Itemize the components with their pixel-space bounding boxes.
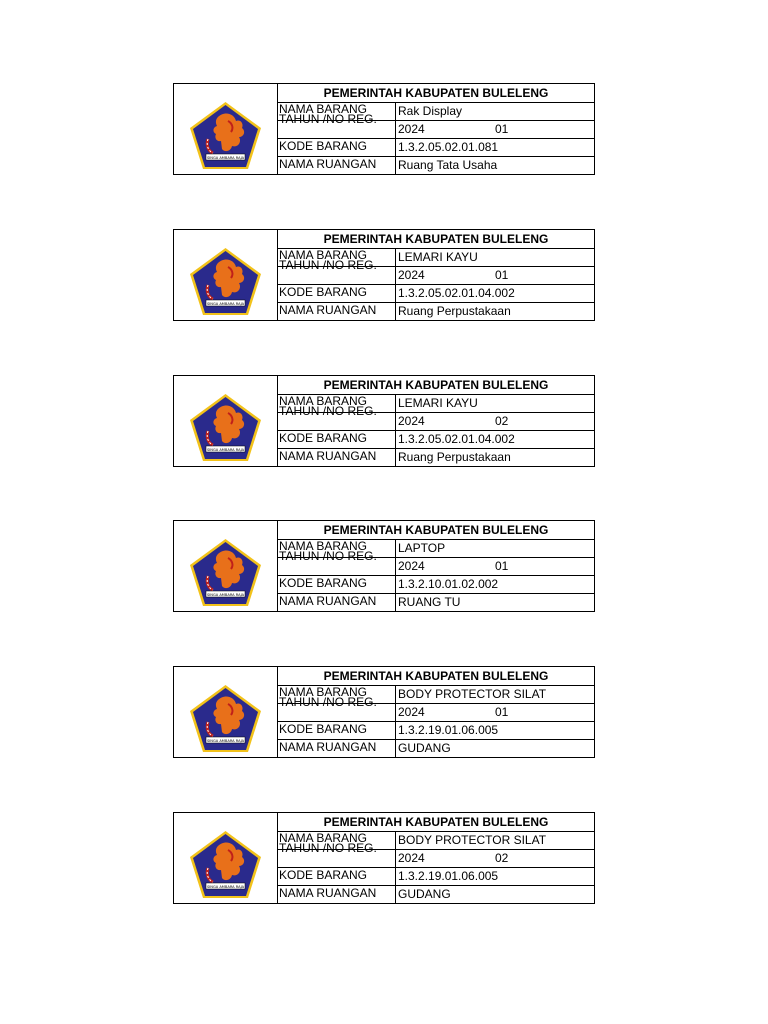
value-tahun: 2024 bbox=[398, 414, 425, 428]
key-nama-barang: NAMA BARANG bbox=[279, 394, 368, 408]
key-tahun-no-reg: TAHUN /NO REG. bbox=[279, 112, 377, 126]
row-nama-ruangan bbox=[278, 594, 594, 611]
value-nama-ruangan: Ruang Tata Usaha bbox=[398, 158, 498, 172]
value-no-reg: 02 bbox=[495, 414, 509, 428]
row-tahun-no-reg bbox=[278, 558, 594, 576]
key-nama-barang: NAMA BARANG bbox=[279, 831, 368, 845]
key-tahun-no-reg: TAHUN /NO REG. bbox=[279, 404, 377, 418]
value-tahun: 2024 bbox=[398, 705, 425, 719]
value-kode-barang: 1.3.2.05.02.01.081 bbox=[398, 140, 499, 154]
row-nama-barang bbox=[278, 539, 594, 563]
value-kode-barang: 1.3.2.10.01.02.002 bbox=[398, 577, 499, 591]
asset-label-4 bbox=[173, 520, 595, 612]
label-header: PEMERINTAH KABUPATEN BULELENG bbox=[278, 230, 594, 249]
value-nama-ruangan: GUDANG bbox=[398, 887, 451, 901]
row-kode-barang bbox=[278, 285, 594, 303]
logo-cell bbox=[174, 521, 278, 611]
crest-banner-text: SINGA AMBARA RAJA bbox=[206, 447, 245, 452]
value-tahun: 2024 bbox=[398, 559, 425, 573]
key-nama-barang: NAMA BARANG bbox=[279, 248, 368, 262]
row-nama-ruangan bbox=[278, 303, 594, 320]
key-nama-barang: NAMA BARANG bbox=[279, 102, 368, 116]
value-no-reg: 02 bbox=[495, 851, 509, 865]
value-no-reg: 01 bbox=[495, 268, 509, 282]
logo-cell bbox=[174, 84, 278, 174]
logo-cell bbox=[174, 376, 278, 466]
logo-cell bbox=[174, 667, 278, 757]
key-nama-ruangan: NAMA RUANGAN bbox=[278, 594, 396, 611]
key-tahun-no-reg: TAHUN /NO REG. bbox=[279, 258, 377, 272]
row-kode-barang bbox=[278, 139, 594, 157]
row-kode-barang bbox=[278, 431, 594, 449]
label-header: PEMERINTAH KABUPATEN BULELENG bbox=[278, 813, 594, 832]
row-nama-barang bbox=[278, 248, 594, 272]
key-kode-barang: KODE BARANG bbox=[278, 431, 396, 448]
row-tahun-no-reg bbox=[278, 704, 594, 722]
value-kode-barang: 1.3.2.05.02.01.04.002 bbox=[398, 286, 515, 300]
row-nama-ruangan bbox=[278, 449, 594, 466]
row-nama-barang bbox=[278, 685, 594, 709]
row-tahun-no-reg bbox=[278, 267, 594, 285]
key-kode-barang: KODE BARANG bbox=[278, 868, 396, 885]
value-kode-barang: 1.3.2.19.01.06.005 bbox=[398, 869, 499, 883]
row-tahun-no-reg bbox=[278, 850, 594, 868]
key-kode-barang: KODE BARANG bbox=[278, 285, 396, 302]
key-tahun-no-reg: TAHUN /NO REG. bbox=[279, 841, 377, 855]
value-nama-barang: LAPTOP bbox=[398, 541, 446, 555]
buleleng-crest-icon bbox=[188, 538, 263, 608]
value-nama-barang: BODY PROTECTOR SILAT bbox=[398, 833, 547, 847]
row-kode-barang bbox=[278, 722, 594, 740]
asset-label-2 bbox=[173, 229, 595, 321]
row-kode-barang bbox=[278, 868, 594, 886]
key-tahun-no-reg: TAHUN /NO REG. bbox=[279, 549, 377, 563]
value-kode-barang: 1.3.2.19.01.06.005 bbox=[398, 723, 499, 737]
crest-banner-text: SINGA AMBARA RAJA bbox=[206, 592, 245, 597]
buleleng-crest-icon bbox=[188, 393, 263, 463]
key-tahun-no-reg: TAHUN /NO REG. bbox=[279, 695, 377, 709]
row-nama-barang bbox=[278, 102, 594, 126]
value-no-reg: 01 bbox=[495, 122, 509, 136]
asset-label-3 bbox=[173, 375, 595, 467]
row-nama-barang bbox=[278, 394, 594, 418]
label-header: PEMERINTAH KABUPATEN BULELENG bbox=[278, 521, 594, 540]
crest-banner-text: SINGA AMBARA RAJA bbox=[206, 301, 245, 306]
label-header: PEMERINTAH KABUPATEN BULELENG bbox=[278, 84, 594, 103]
row-tahun-no-reg bbox=[278, 121, 594, 139]
asset-label-6 bbox=[173, 812, 595, 904]
crest-banner-text: SINGA AMBARA RAJA bbox=[206, 738, 245, 743]
buleleng-crest-icon bbox=[188, 684, 263, 754]
key-nama-barang: NAMA BARANG bbox=[279, 685, 368, 699]
key-nama-ruangan: NAMA RUANGAN bbox=[278, 449, 396, 466]
value-nama-barang: LEMARI KAYU bbox=[398, 250, 478, 264]
row-nama-barang bbox=[278, 831, 594, 855]
key-nama-barang: NAMA BARANG bbox=[279, 539, 368, 553]
row-kode-barang bbox=[278, 576, 594, 594]
value-nama-barang: BODY PROTECTOR SILAT bbox=[398, 687, 547, 701]
logo-cell bbox=[174, 813, 278, 903]
row-nama-ruangan bbox=[278, 157, 594, 174]
value-nama-ruangan: RUANG TU bbox=[398, 595, 461, 609]
row-nama-ruangan bbox=[278, 740, 594, 757]
buleleng-crest-icon bbox=[188, 101, 263, 171]
value-tahun: 2024 bbox=[398, 122, 425, 136]
value-nama-ruangan: GUDANG bbox=[398, 741, 451, 755]
buleleng-crest-icon bbox=[188, 247, 263, 317]
key-nama-ruangan: NAMA RUANGAN bbox=[278, 740, 396, 757]
key-kode-barang: KODE BARANG bbox=[278, 576, 396, 593]
key-nama-ruangan: NAMA RUANGAN bbox=[278, 157, 396, 174]
key-nama-ruangan: NAMA RUANGAN bbox=[278, 886, 396, 903]
key-kode-barang: KODE BARANG bbox=[278, 722, 396, 739]
value-kode-barang: 1.3.2.05.02.01.04.002 bbox=[398, 432, 515, 446]
asset-label-1 bbox=[173, 83, 595, 175]
buleleng-crest-icon bbox=[188, 830, 263, 900]
label-header: PEMERINTAH KABUPATEN BULELENG bbox=[278, 667, 594, 686]
value-nama-ruangan: Ruang Perpustakaan bbox=[398, 450, 511, 464]
key-nama-ruangan: NAMA RUANGAN bbox=[278, 303, 396, 320]
value-nama-ruangan: Ruang Perpustakaan bbox=[398, 304, 511, 318]
value-tahun: 2024 bbox=[398, 851, 425, 865]
key-kode-barang: KODE BARANG bbox=[278, 139, 396, 156]
crest-banner-text: SINGA AMBARA RAJA bbox=[206, 155, 245, 160]
value-no-reg: 01 bbox=[495, 705, 509, 719]
value-tahun: 2024 bbox=[398, 268, 425, 282]
label-header: PEMERINTAH KABUPATEN BULELENG bbox=[278, 376, 594, 395]
value-nama-barang: Rak Display bbox=[398, 104, 463, 118]
value-no-reg: 01 bbox=[495, 559, 509, 573]
row-tahun-no-reg bbox=[278, 413, 594, 431]
logo-cell bbox=[174, 230, 278, 320]
row-nama-ruangan bbox=[278, 886, 594, 903]
value-nama-barang: LEMARI KAYU bbox=[398, 396, 478, 410]
crest-banner-text: SINGA AMBARA RAJA bbox=[206, 884, 245, 889]
asset-label-5 bbox=[173, 666, 595, 758]
